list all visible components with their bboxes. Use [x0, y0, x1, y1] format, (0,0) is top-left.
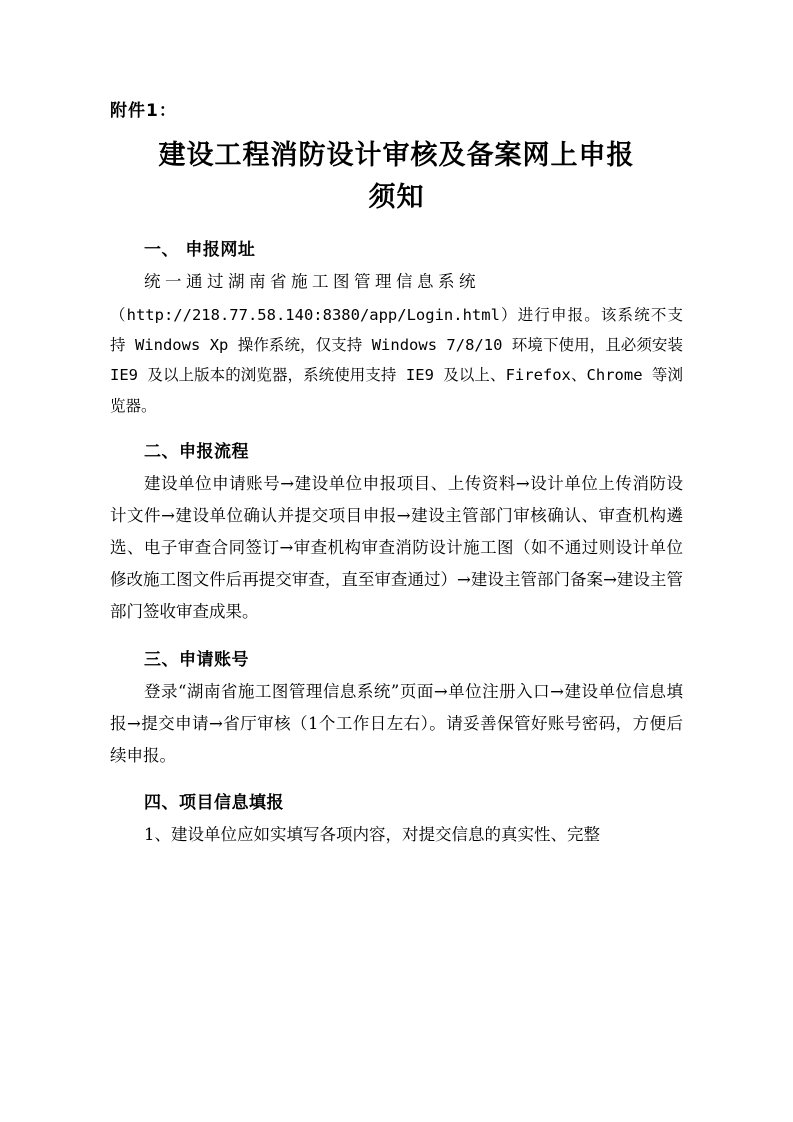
- section-heading-2: 二、申报流程: [144, 441, 249, 462]
- section-heading-1: 一、 申报网址: [144, 239, 256, 260]
- section-2-paragraph-1: 建设单位申请账号→建设单位申报项目、上传资料→设计单位上传消防设计文件→建设单位确认并提交项目申报→建设主管部门审核确认、审查机构遴选、电子审查合同签订→审查机构审查消防设计施工图（如不通过则设计单位修改施工图文件后再提交审查，直至审查通过）→建设主管部门备案→建设主管部门签收审查成果。: [110, 473, 683, 622]
- attachment-label: 附件1：: [110, 101, 177, 121]
- section-3-paragraph-1: 登录“湖南省施工图管理信息系统”页面→单位注册入口→建设单位信息填报→提交申请→省厅审核（1个工作日左右）。请妥善保管好账号密码，方便后续申报。: [110, 681, 683, 765]
- page-title-line1: 建设工程消防设计审核及备案网上申报: [158, 140, 635, 171]
- section-1-paragraph-2: （http://218.77.58.140:8380/app/Login.html）进行申报。该系统不支持 Windows Xp 操作系统，仅支持 Windows 7/8/10 环境下使用，且必须安装 IE9 及以上版本的浏览器，系统使用支持 IE9 及以上、Firefox、Chrome 等浏览器。: [110, 305, 683, 415]
- page-title-line2: 须知: [368, 181, 425, 213]
- section-1-paragraph-1: 统一通过湖南省施工图管理信息系统: [144, 271, 480, 291]
- section-heading-4: 四、项目信息填报: [144, 793, 284, 814]
- section-heading-3: 三、申请账号: [144, 649, 249, 670]
- section-4-paragraph-1: 1、建设单位应如实填写各项内容，对提交信息的真实性、完整: [144, 825, 600, 845]
- page-title: [110, 135, 683, 219]
